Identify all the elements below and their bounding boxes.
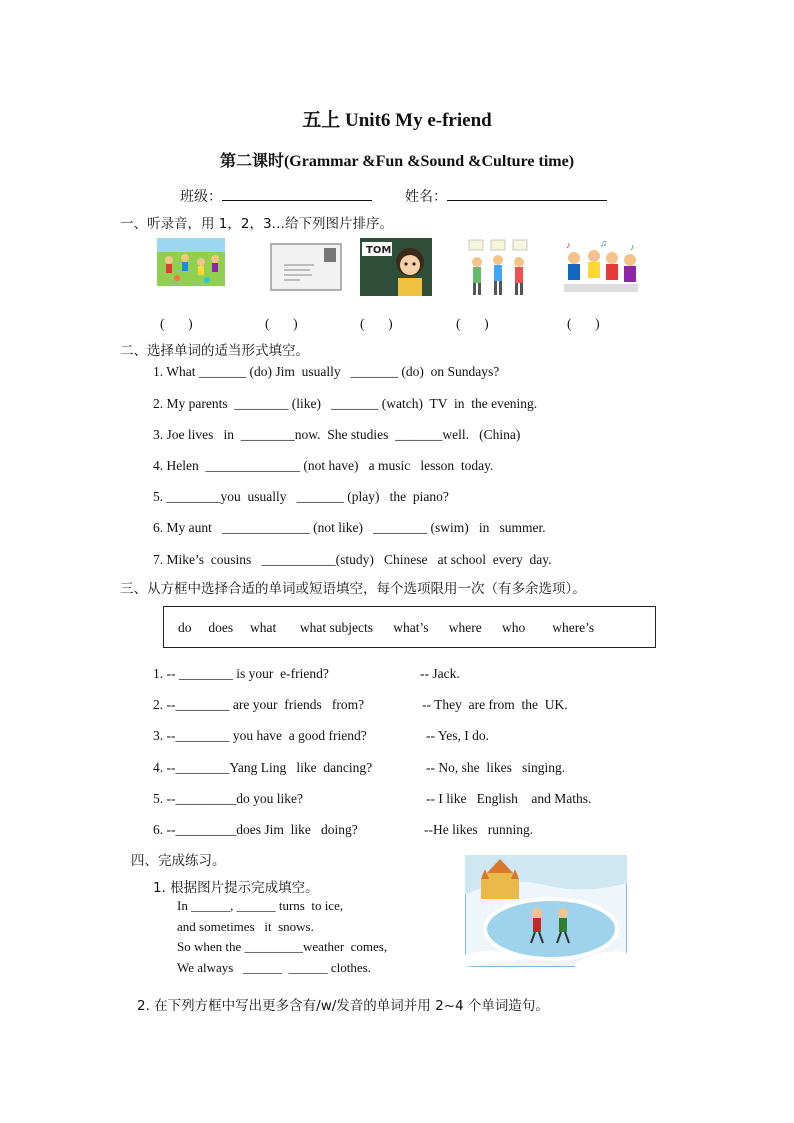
page-subtitle: 第二课时(Grammar &Fun &Sound &Culture time) (219, 153, 575, 170)
page-title: 五上 Unit6 My e-friend (302, 110, 492, 131)
class-blank[interactable] (222, 186, 372, 201)
dialogue-question: 5. --_________do you like? (153, 791, 303, 806)
dialogue-answer: -- Jack. (420, 666, 460, 681)
children-music-picture (560, 238, 642, 294)
dialogue-answer: -- No, she likes singing. (426, 760, 566, 775)
dialogue-question: 2. --________ are your friends from? (153, 697, 365, 712)
order-blank-5[interactable]: ( ) (567, 316, 600, 331)
section3-heading: 三、从方框中选择合适的单词或短语填空，每个选项限用一次（有多余选项）。 (120, 581, 586, 597)
children-cheering-picture (463, 238, 533, 298)
poem-line: In ______, ______ turns to ice, (177, 898, 344, 913)
dialogue-answer: -- I like English and Maths. (426, 791, 592, 806)
order-blank-2[interactable]: ( ) (265, 316, 298, 331)
winter-skating-picture (465, 855, 627, 967)
svg-text:TOM: TOM (366, 245, 392, 256)
svg-text:♪: ♪ (630, 242, 635, 252)
letter-envelope-picture (270, 243, 342, 291)
dialogue-question: 1. -- ________ is your e-friend? (153, 666, 329, 681)
children-playing-picture (157, 238, 225, 286)
dialogue-answer: --He likes running. (424, 822, 534, 837)
dialogue-question: 4. --________Yang Ling like dancing? (153, 760, 373, 775)
class-field[interactable] (180, 186, 372, 206)
girl-tom-picture (360, 238, 432, 296)
exercise-item: 4. Helen ______________ (not have) a music lesson today. (153, 458, 494, 473)
class-label: 班级： (180, 190, 222, 205)
order-blank-1[interactable]: ( ) (160, 316, 193, 331)
exercise-item: 6. My aunt _____________ (not like) ________ (swim) in summer. (153, 520, 546, 535)
exercise-item: 3. Joe lives in ________now. She studies _______well. (China) (153, 427, 521, 442)
dialogue-answer: -- They are from the UK. (422, 697, 568, 712)
exercise-item: 7. Mike’s cousins ___________(study) Chinese at school every day. (153, 552, 552, 567)
name-blank[interactable] (447, 186, 607, 201)
section4-sub2: 2. 在下列方框中写出更多含有/w/发音的单词并用 2~4 个单词造句。 (137, 998, 549, 1014)
name-field[interactable] (405, 186, 607, 206)
exercise-item: 2. My parents ________ (like) _______ (watch) TV in the evening. (153, 396, 538, 411)
word-bank: do does what what subjects what’s where who where’s (178, 620, 595, 635)
section4-heading: 四、完成练习。 (131, 853, 226, 869)
order-blank-3[interactable]: ( ) (360, 316, 393, 331)
section1-heading: 一、听录音，用 1，2，3…给下列图片排序。 (120, 216, 394, 232)
section2-heading: 二、选择单词的适当形式填空。 (120, 343, 309, 359)
poem-line: So when the _________weather comes, (177, 939, 388, 954)
dialogue-answer: -- Yes, I do. (426, 728, 490, 743)
exercise-item: 1. What _______ (do) Jim usually _______ (do) on Sundays? (153, 364, 500, 379)
name-label: 姓名： (405, 190, 447, 205)
section4-sub1: 1. 根据图片提示完成填空。 (153, 880, 319, 896)
poem-line: and sometimes it snows. (177, 919, 314, 934)
exercise-item: 5. ________you usually _______ (play) the piano? (153, 489, 449, 504)
order-blank-4[interactable]: ( ) (456, 316, 489, 331)
svg-text:♫: ♫ (600, 238, 607, 248)
dialogue-question: 6. --_________does Jim like doing? (153, 822, 358, 837)
svg-text:♪: ♪ (566, 240, 571, 250)
poem-line: We always ______ ______ clothes. (177, 960, 371, 975)
dialogue-question: 3. --________ you have a good friend? (153, 728, 367, 743)
